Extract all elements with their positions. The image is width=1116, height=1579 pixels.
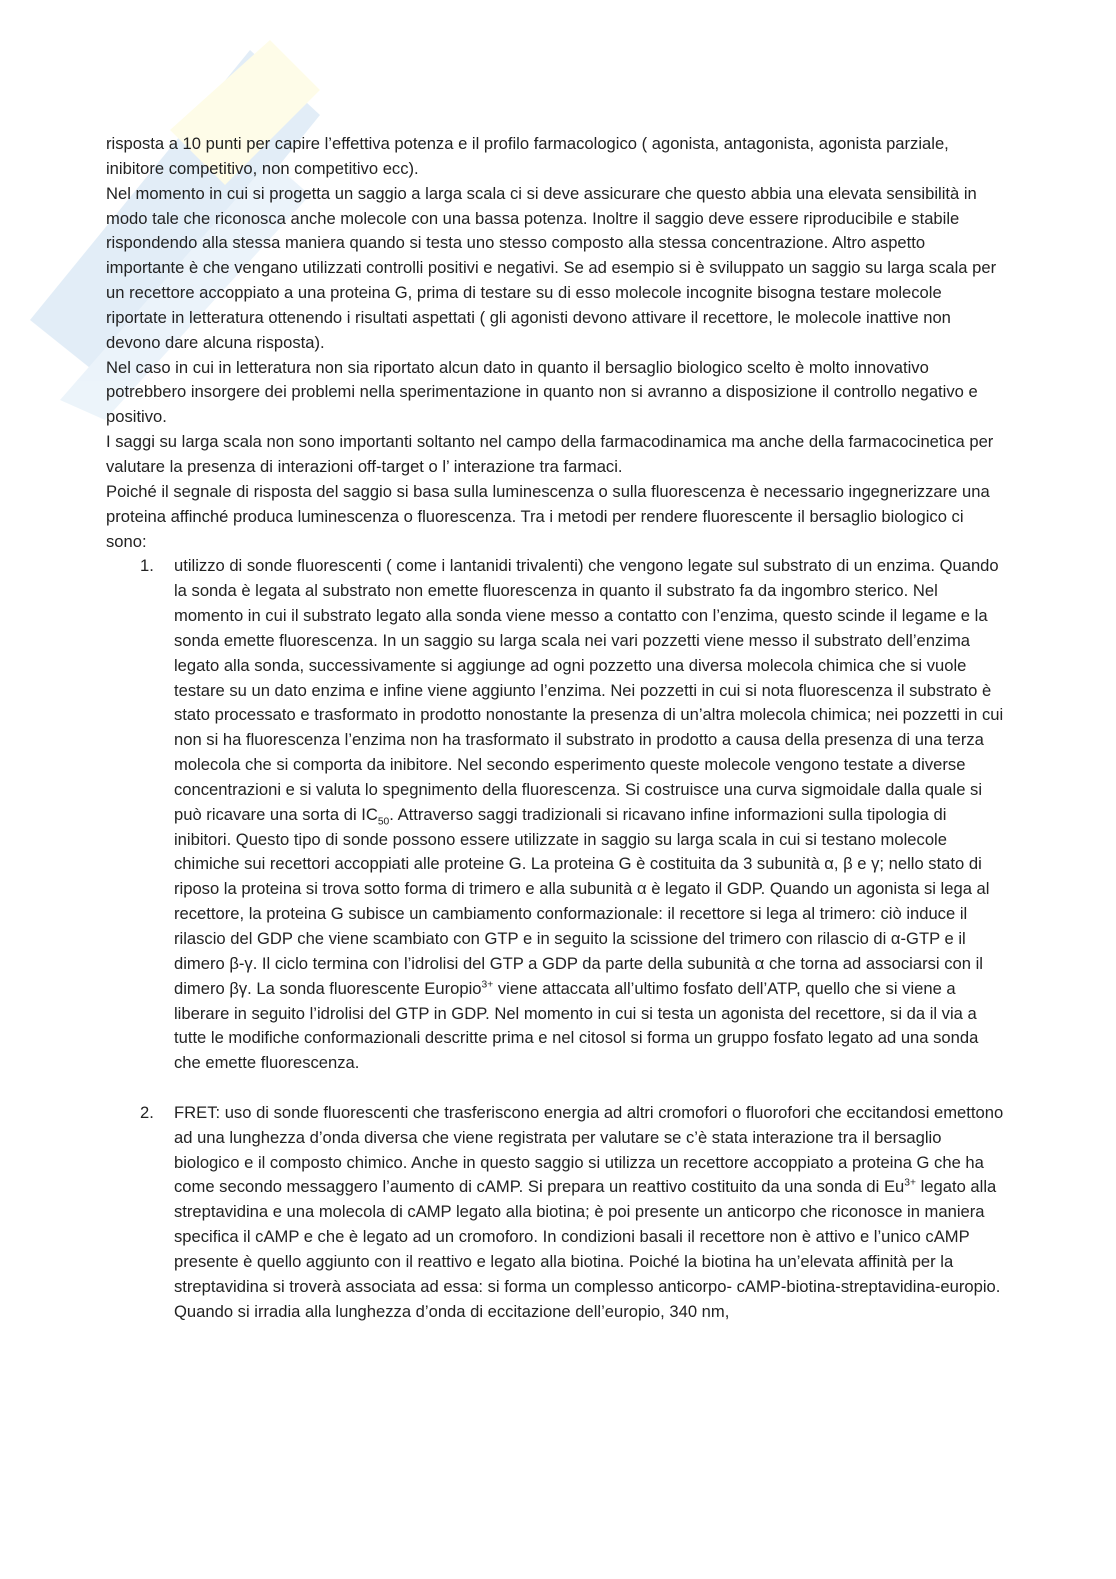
document-page	[106, 132, 1006, 1325]
subscript: 50	[377, 816, 390, 828]
list-text: utilizzo di sonde fluorescenti ( come i lantanidi trivalenti) che vengono legate sul substrato di un enzima. Quando la sonda è legata al substrato non emette fluorescenza in quanto il substrato fa da ingombro sterico. Nel momento in cui il substrato legato alla sonda viene messo a contatto con l’enzima, questo scinde il legame e la sonda emette fluorescenza. In un saggio su larga scala nei vari pozzetti viene messo il substrato dell’enzima legato alla sonda, successivamente si aggiunge ad ogni pozzetto una diversa molecola chimica che si vuole testare su un dato enzima e infine viene aggiunto l’enzima. Nei pozzetti in cui si nota fluorescenza il substrato è stato processato e trasformato in prodotto nonostante la presenza di un’altra molecola chimica; nei pozzetti in cui non si ha fluorescenza l’enzima non ha trasformato il substrato in prodotto a causa della presenza di una terza molecola che si comporta da inibitore. Nel secondo esperimento queste molecole vengono testate a diverse concentrazioni e si valuta lo spegnimento della fluorescenza. Si costruisce una curva sigmoidale dalla quale si può ricavare una sorta di IC	[174, 556, 1004, 824]
paragraph: Poiché il segnale di risposta del saggio si basa sulla luminescenza o sulla fluorescenza è necessario ingegnerizzare una proteina affinché produca luminescenza o fluorescenza. Tra i metodi per rendere fluorescente il bersaglio biologico ci sono:	[106, 481, 990, 551]
list-number: 2.	[140, 1102, 154, 1122]
list-text: . Attraverso saggi tradizionali si ricavano infine informazioni sulla tipologia di inibitori. Questo tipo di sonde possono essere utilizzate in saggio su larga scala in cui si testano molecole chimiche sui recettori accoppiati alle proteine G. La proteina G è costituita da 3 subunità α, β e γ; nello stato di riposo la proteina si trova sotto forma di trimero e alla subunità α è legato il GDP. Quando un agonista si lega al recettore, la proteina G subisce un cambiamento conformazionale: il recettore si lega al trimero: ciò induce il rilascio del GDP che viene scambiato con GTP e in seguito la scissione del trimero con rilascio di α-GTP e il dimero β-γ. Il ciclo termina con l’idrolisi del GTP a GDP da parte della subunità α che torna ad associarsi con il dimero βγ. La sonda fluorescente Europio	[174, 804, 990, 998]
paragraph: Nel momento in cui si progetta un saggio a larga scala ci si deve assicurare che questo abbia una elevata sensibilità in modo tale che riconosca anche molecole con una bassa potenza. Inoltre il saggio deve essere riproducibile e stabile rispondendo alla stessa maniera quando si testa uno stesso composto alla stessa concentrazione. Altro aspetto importante è che vengano utilizzati controlli positivi e negativi. Se ad esempio si è sviluppato un saggio su larga scala per un recettore accoppiato a una proteina G, prima di testare su di esso molecole incognite bisogna testare molecole riportate in letteratura ottenendo i risultati aspettati ( gli agonisti devono attivare il recettore, le molecole inattive non devono dare alcuna risposta).	[106, 183, 997, 352]
list-text: viene attaccata all’ultimo fosfato dell’ATP, quello che si viene a liberare in seguito l’idrolisi del GTP in GDP. Nel momento in cui si testa un agonista del recettore, si da il via a tutte le modifiche conformazionali descritte prima e nel citosol si forma un gruppo fosfato legato ad una sonda che emette fluorescenza.	[174, 978, 979, 1073]
list-spacer	[106, 1076, 1006, 1101]
list-text: legato alla streptavidina e una molecola di cAMP legato alla biotina; è poi presente un anticorpo che riconosce in maniera specifica il cAMP e che è legato ad un cromoforo. In condizioni basali il recettore non è attivo e l’unico cAMP presente è quello aggiunto con il reattivo e legato alla biotina. Poiché la biotina ha un’elevata affinità per la streptavidina si troverà associata ad essa: si forma un complesso anticorpo- cAMP-biotina-streptavidina-europio. Quando si irradia alla lunghezza d’onda di eccitazione dell’europio, 340 nm,	[174, 1177, 1001, 1321]
superscript: 3+	[481, 979, 494, 991]
paragraph: Nel caso in cui in letteratura non sia riportato alcun dato in quanto il bersaglio biologico scelto è molto innovativo potrebbero insorgere dei problemi nella sperimentazione in quanto non si avranno a disposizione il controllo negativo e positivo.	[106, 357, 978, 427]
list-item	[106, 554, 1006, 1076]
superscript: 3+	[904, 1177, 916, 1189]
paragraph: risposta a 10 punti per capire l’effettiva potenza e il profilo farmacologico ( agonista, antagonista, agonista parziale, inibitore competitivo, non competitivo ecc).	[106, 134, 949, 178]
list-text: FRET: uso di sonde fluorescenti che trasferiscono energia ad altri cromofori o fluorofori che eccitandosi emettono ad una lunghezza d’onda diversa che viene registrata per valutare se c’è stata interazione tra il bersaglio biologico e il composto chimico. Anche in questo saggio si utilizza un recettore accoppiato a proteina G che ha come secondo messaggero l’aumento di cAMP. Si prepara un reattivo costituito da una sonda di Eu	[174, 1102, 1004, 1197]
list-number: 1.	[140, 556, 154, 576]
paragraph: I saggi su larga scala non sono importanti soltanto nel campo della farmacodinamica ma anche della farmacocinetica per valutare la presenza di interazioni off-target o l’ interazione tra farmaci.	[106, 432, 994, 476]
list-item	[106, 1101, 1006, 1325]
method-list	[106, 554, 1006, 1324]
